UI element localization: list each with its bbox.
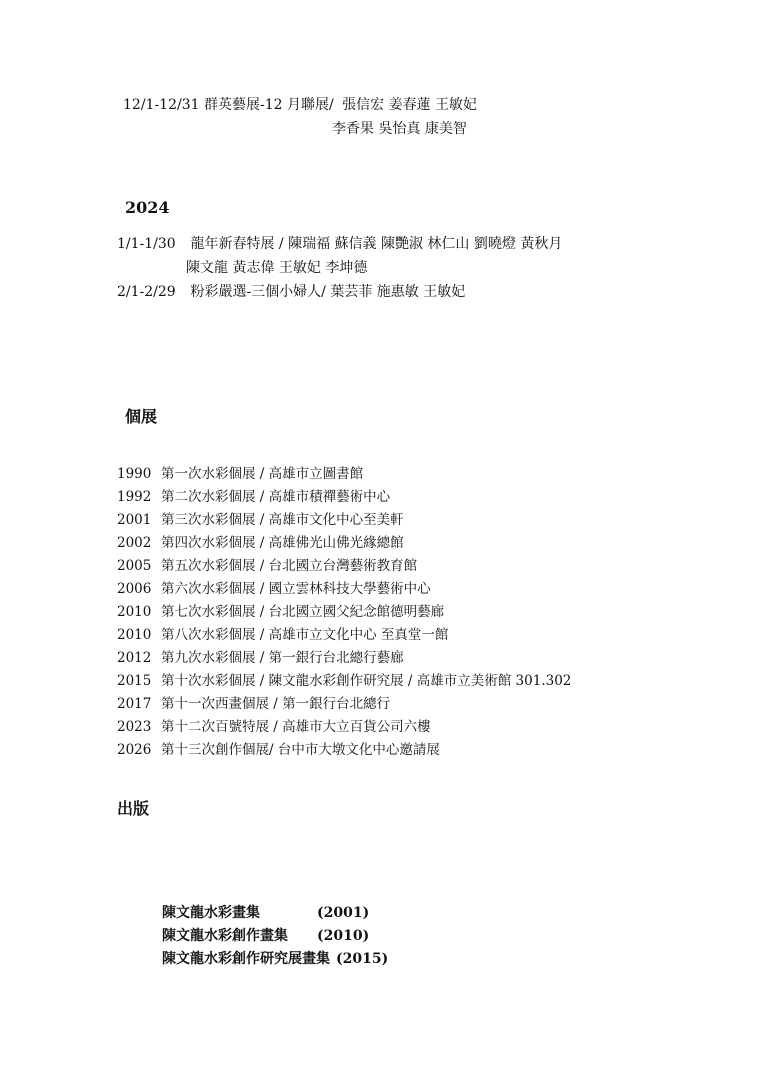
section-heading-publications: 出版 [117, 799, 150, 818]
solo-exhibition-row [117, 649, 404, 667]
publication-year: (2010) [317, 928, 370, 944]
section-heading-solo: 個展 [125, 407, 158, 426]
exhibition-title: 群英藝展-12 月聯展/ [203, 97, 334, 113]
exhibition-description: 第十三次創作個展/ 台中市大墩文化中心邀請展 [161, 742, 440, 758]
exhibition-year: 2023 [117, 719, 152, 735]
exhibition-description: 第一次水彩個展 / 高雄市立圖書館 [161, 466, 364, 482]
solo-exhibition-row [117, 511, 404, 529]
exhibition-entry [117, 283, 465, 301]
exhibition-description: 第四次水彩個展 / 高雄佛光山佛光緣總館 [161, 535, 404, 551]
solo-exhibition-row [117, 626, 448, 644]
exhibition-artists-continued: 李香果 吳怡真 康美智 [332, 121, 467, 137]
publication-title: 陳文龍水彩創作研究展畫集 [162, 951, 330, 967]
exhibition-year: 2010 [117, 627, 152, 643]
exhibition-description: 龍年新春特展 / 陳瑞福 蘇信義 陳艷淑 林仁山 劉曉燈 黃秋月 [190, 236, 563, 252]
solo-exhibition-row [117, 465, 363, 483]
exhibition-description: 第十一次西畫個展 / 第一銀行台北總行 [161, 696, 391, 712]
solo-exhibition-row [117, 534, 404, 552]
exhibition-year: 2012 [117, 650, 152, 666]
solo-exhibition-row [117, 603, 444, 621]
exhibition-date: 1/1-1/30 [117, 236, 176, 252]
exhibition-year: 1992 [117, 489, 152, 505]
group-exhibition-december [123, 96, 477, 114]
exhibition-description: 第三次水彩個展 / 高雄市文化中心至美軒 [161, 512, 404, 528]
publication-item [162, 950, 388, 968]
exhibition-year: 2026 [117, 742, 152, 758]
exhibition-year: 2010 [117, 604, 152, 620]
exhibition-artists: 張信宏 姜春蓮 王敏妃 [342, 97, 478, 113]
year-heading-2024: 2024 [125, 198, 170, 217]
publication-title: 陳文龍水彩畫集 [162, 905, 260, 921]
exhibition-year: 1990 [117, 466, 152, 482]
exhibition-year: 2006 [117, 581, 152, 597]
solo-exhibition-row [117, 580, 431, 598]
exhibition-year: 2005 [117, 558, 152, 574]
publication-item [162, 927, 369, 945]
exhibition-date: 2/1-2/29 [117, 284, 176, 300]
exhibition-date: 12/1-12/31 [123, 97, 200, 113]
exhibition-artists-continued: 陳文龍 黃志偉 王敏妃 李坤德 [186, 260, 368, 276]
exhibition-description: 第六次水彩個展 / 國立雲林科技大學藝術中心 [161, 581, 431, 597]
exhibition-description: 粉彩嚴選-三個小婦人/ 葉芸菲 施惠敏 王敏妃 [190, 284, 466, 300]
solo-exhibition-row [117, 488, 390, 506]
exhibition-description: 第九次水彩個展 / 第一銀行台北總行藝廊 [161, 650, 404, 666]
exhibition-year: 2015 [117, 673, 152, 689]
exhibition-description: 第十次水彩個展 / 陳文龍水彩創作研究展 / 高雄市立美術館 301.302 [161, 673, 572, 689]
exhibition-description: 第二次水彩個展 / 高雄市積禪藝術中心 [161, 489, 391, 505]
exhibition-year: 2017 [117, 696, 152, 712]
solo-exhibition-row [117, 557, 417, 575]
solo-exhibition-row [117, 672, 571, 690]
solo-exhibition-row [117, 695, 390, 713]
exhibition-description: 第五次水彩個展 / 台北國立台灣藝術教育館 [161, 558, 418, 574]
publication-item [162, 904, 369, 922]
publication-year: (2001) [317, 905, 370, 921]
solo-exhibition-row [117, 741, 440, 759]
solo-exhibition-row [117, 718, 431, 736]
publication-title: 陳文龍水彩創作畫集 [162, 928, 288, 944]
exhibition-year: 2001 [117, 512, 152, 528]
exhibition-entry [117, 235, 562, 253]
exhibition-year: 2002 [117, 535, 152, 551]
exhibition-description: 第八次水彩個展 / 高雄市立文化中心 至真堂一館 [161, 627, 449, 643]
exhibition-description: 第十二次百號特展 / 高雄市大立百貨公司六樓 [161, 719, 431, 735]
exhibition-description: 第七次水彩個展 / 台北國立國父紀念館德明藝廊 [161, 604, 445, 620]
publication-year: (2015) [336, 951, 389, 967]
